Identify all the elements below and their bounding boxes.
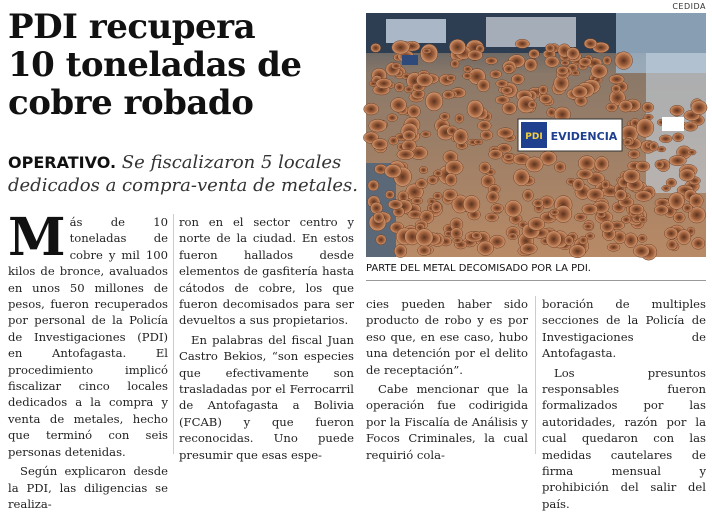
- column-divider: [173, 214, 174, 454]
- copper-pile-image: [366, 13, 706, 257]
- photo-caption: PARTE DEL METAL DECOMISADO POR LA PDI.: [366, 263, 706, 281]
- paragraph: En palabras del fiscal Juan Castro Bekios, “son especies que efectivamente son trasladadas por el Ferrocarril de Antofagasta a Bolivia (FCAB) y que fueron reconocidas. Uno puede presumir que esas espe-: [179, 332, 354, 462]
- article-column-4: [542, 296, 706, 515]
- deck: [8, 151, 358, 197]
- evidence-sign: [518, 119, 622, 151]
- article-column-1: [8, 207, 168, 515]
- headline-line-1: PDI recupera: [8, 7, 256, 47]
- article-column-3: [366, 296, 528, 466]
- headline-line-2: 10 toneladas de: [8, 45, 302, 85]
- subhead: Se fiscalizaron 5 locales dedicados a compra-venta de metales.: [8, 152, 359, 196]
- sign-text: EVIDENCIA: [550, 130, 618, 143]
- headline-line-3: cobre robado: [8, 83, 254, 123]
- kicker: OPERATIVO.: [8, 153, 117, 172]
- paragraph: [8, 207, 168, 460]
- small-label-left: [402, 55, 418, 65]
- paragraph: Cabe mencionar que la operación fue codirigida por la Fiscalía de Análisis y Focos Criminales, la cual requirió cola-: [366, 382, 528, 462]
- dropcap: M: [8, 207, 66, 268]
- article-column-2: [179, 214, 354, 466]
- column-divider: [535, 296, 536, 454]
- photo-credit: CEDIDA: [672, 2, 706, 11]
- paragraph: boración de multiples secciones de la Policía de Investigaciones de Antofagasta.: [542, 297, 706, 361]
- paragraph: Según explicaron desde la PDI, las diligencias se realiza-: [8, 464, 168, 511]
- small-label-right: [662, 117, 684, 131]
- paragraph: ron en el sector centro y norte de la ciudad. En estos fueron hallados desde elementos de gasfitería hasta cátodos de cobre, los que fueron decomisados para ser devueltos a sus propietarios.: [179, 215, 354, 328]
- paragraph: cies pueden haber sido producto de robo y es por eso que, en ese caso, hubo una detención por el delito de receptación”.: [366, 297, 528, 377]
- paragraph: Los presuntos responsables fueron formalizados por las autoridades, razón por la cual quedaron con las medidas cautelares de firma mensual y prohibición del salir del país.: [542, 365, 706, 511]
- headline: [8, 8, 353, 122]
- sign-brand: PDI: [525, 132, 543, 142]
- news-photo: [366, 13, 706, 257]
- paragraph-text: ás de 10 toneladas de cobre y mil 100 kilos de bronce, avaluados en unos 50 millones de pesos, fueron recuperados por personal de la Policía de Investigaciones (PDI) en Antofagasta. El procedimiento implicó fiscalizar cinco locales dedicados a la compra y venta de metales, hecho que terminó con seis personas detenidas.: [8, 215, 168, 459]
